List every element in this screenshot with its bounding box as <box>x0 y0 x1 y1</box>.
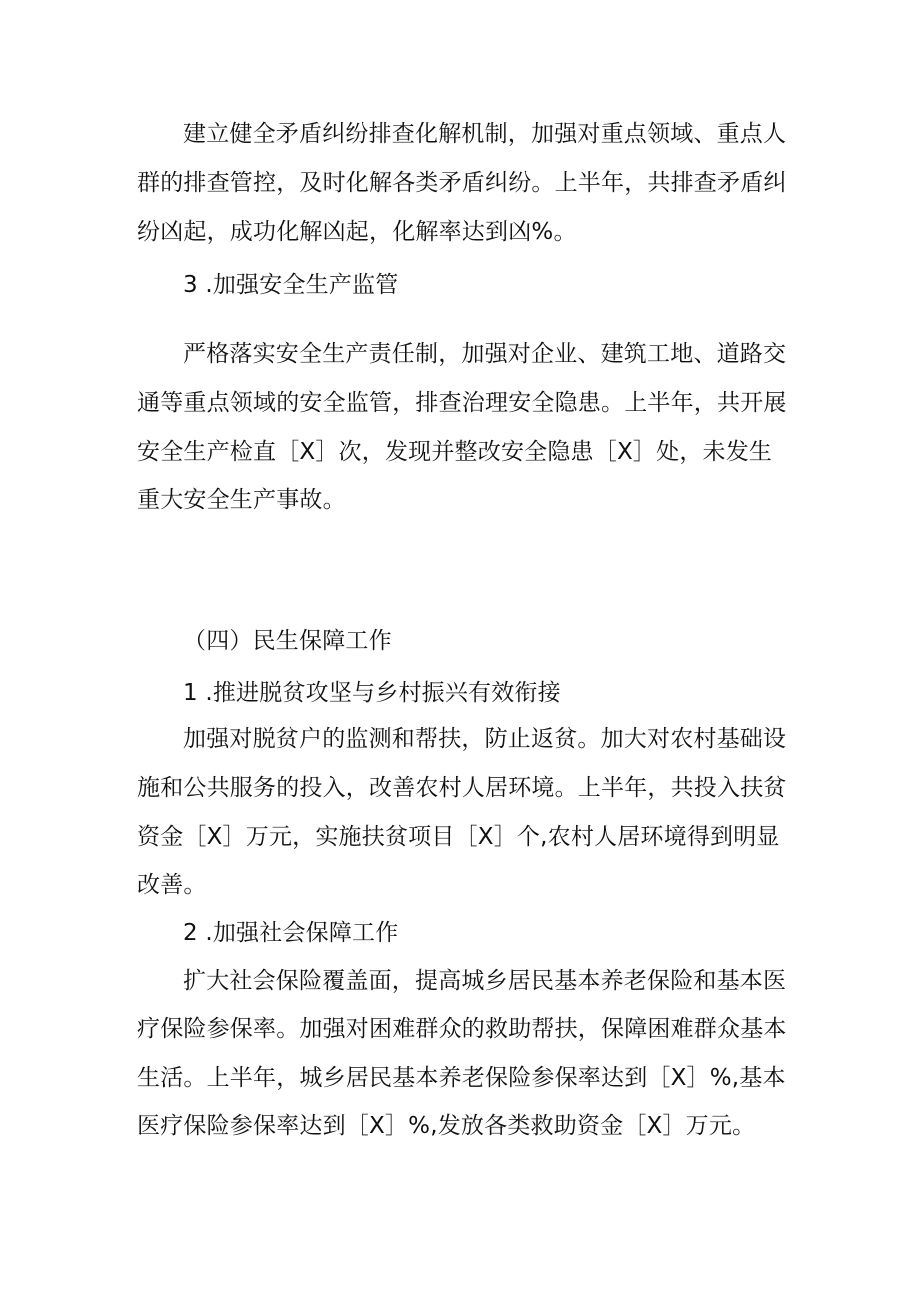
paragraph-line: 安全生产检直［X］次，发现并整改安全隐患［X］处，未发生 <box>137 439 773 465</box>
paragraph-line: 施和公共服务的投入，改善农村人居环境。上半年，共投入扶贫 <box>137 775 787 801</box>
section-heading: 2 .加强社会保障工作 <box>183 920 399 946</box>
paragraph-line: 扩大社会保险覆盖面，提高城乡居民基本养老保险和基本医 <box>183 968 787 994</box>
paragraph-line: 群的排查管控，及时化解各类矛盾纠纷。上半年，共排查矛盾纠 <box>137 170 787 196</box>
paragraph-line: 加强对脱贫户的监测和帮扶，防止返贫。加大对农村基础设 <box>183 726 787 752</box>
paragraph-line: 改善。 <box>137 872 207 898</box>
paragraph-line: 资金［X］万元，实施扶贫项目［X］个,农村人居环境得到明显 <box>137 824 780 850</box>
paragraph-line: 重大安全生产事故。 <box>137 487 346 513</box>
paragraph-line: 严格落实安全生产责任制，加强对企业、建筑工地、道路交 <box>183 341 787 367</box>
paragraph-line: 纷凶起，成功化解凶起，化解率达到凶%。 <box>137 219 577 245</box>
paragraph-line: 医疗保险参保率达到［X］%,发放各类救助资金［X］万元。 <box>137 1113 756 1139</box>
section-heading: 3 .加强安全生产监管 <box>183 272 399 298</box>
paragraph-line: 生活。上半年，城乡居民基本养老保险参保率达到［X］%,基本 <box>137 1065 786 1091</box>
section-heading: 1 .推进脱贫攻坚与乡村振兴有效衔接 <box>183 680 561 706</box>
paragraph-line: 通等重点领域的安全监管，排查治理安全隐患。上半年，共开展 <box>137 390 787 416</box>
section-heading: （四）民生保障工作 <box>183 628 392 654</box>
paragraph-line: 建立健全矛盾纠纷排查化解机制，加强对重点领域、重点人 <box>183 121 787 147</box>
paragraph-line: 疗保险参保率。加强对困难群众的救助帮扶，保障困难群众基本 <box>137 1016 787 1042</box>
